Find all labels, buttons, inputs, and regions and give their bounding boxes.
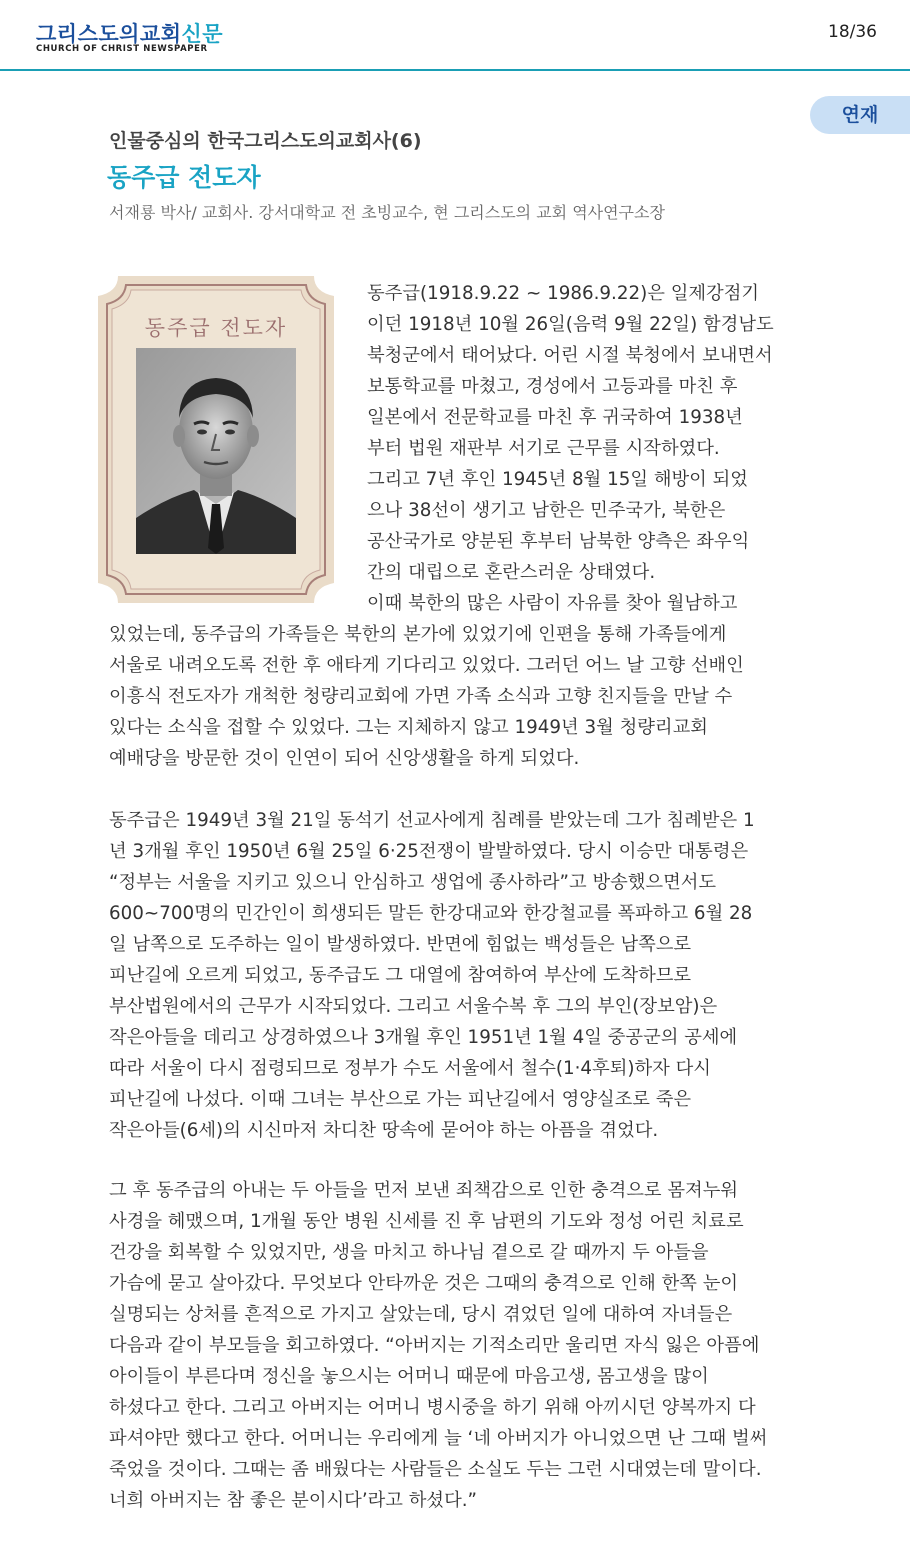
paragraph-3-line: 건강을 회복할 수 있었지만, 생을 마치고 하나님 곁으로 갈 때까지 두 아들을 [109, 1242, 709, 1263]
paragraph-2-line: 년 3개월 후인 1950년 6월 25일 6·25전쟁이 발발하였다. 당시 이승만 대통령은 [109, 841, 749, 862]
wrapped-text-line: 으나 38선이 생기고 남한은 민주국가, 북한은 [367, 500, 726, 521]
article-title: 동주급 전도자 [107, 163, 261, 192]
photo-caption: 동주급 전도자 [144, 316, 288, 340]
wrapped-text-line: 공산국가로 양분된 후부터 남북한 양측은 좌우익 [367, 531, 750, 552]
logo-accent-text: 신문 [181, 22, 224, 46]
paragraph-1-line: 있다는 소식을 접할 수 있었다. 그는 지체하지 않고 1949년 3월 청량리교회 [109, 717, 708, 738]
logo-english: CHURCH OF CHRIST NEWSPAPER [36, 44, 208, 54]
paragraph-2-line: 부산법원에서의 근무가 시작되었다. 그리고 서울수복 후 그의 부인(장보암)은 [109, 996, 718, 1017]
paragraph-2-line: “정부는 서울을 지키고 있으니 안심하고 생업에 종사하라”고 방송했으면서도 [109, 872, 717, 893]
wrapped-text-line: 간의 대립으로 혼란스러운 상태였다. [367, 562, 656, 583]
wrapped-text-line: 북청군에서 태어났다. 어린 시절 북청에서 보내면서 [367, 345, 773, 366]
paragraph-2-line: 일 남쪽으로 도주하는 일이 발생하였다. 반면에 힘없는 백성들은 남쪽으로 [109, 934, 692, 955]
paragraph-3-line: 하셨다고 한다. 그리고 아버지는 어머니 병시중을 하기 위해 아끼시던 양복까지 다 [109, 1397, 756, 1418]
article-byline: 서재룡 박사/ 교회사. 강서대학교 전 초빙교수, 현 그리스도의 교회 역사연구소장 [109, 203, 665, 222]
paragraph-3-line: 그 후 동주급의 아내는 두 아들을 먼저 보낸 죄책감으로 인한 충격으로 몸져누워 [109, 1180, 739, 1201]
wrapped-text-line: 일본에서 전문학교를 마친 후 귀국하여 1938년 [367, 407, 743, 428]
paragraph-1-line: 예배당을 방문한 것이 인연이 되어 신앙생활을 하게 되었다. [109, 748, 580, 769]
wrapped-text-line: 부터 법원 재판부 서기로 근무를 시작하였다. [367, 438, 720, 459]
paragraph-3-line: 아이들이 부른다며 정신을 놓으시는 어머니 때문에 마음고생, 몸고생을 많이 [109, 1366, 709, 1387]
portrait-photo [136, 348, 296, 554]
paragraph-2-line: 동주급은 1949년 3월 21일 동석기 선교사에게 침례를 받았는데 그가 침례받은 1 [109, 810, 755, 831]
wrapped-text-line: 보통학교를 마쳤고, 경성에서 고등과를 마친 후 [367, 376, 738, 397]
paragraph-2-line: 작은아들(6세)의 시신마저 차디찬 땅속에 묻어야 하는 아픔을 겪었다. [109, 1120, 659, 1141]
paragraph-2-line: 작은아들을 데리고 상경하였으나 3개월 후인 1951년 1월 4일 중공군의 공세에 [109, 1027, 738, 1048]
paragraph-1-line: 이흥식 전도자가 개척한 청량리교회에 가면 가족 소식과 고향 친지들을 만날 수 [109, 686, 733, 707]
paragraph-2-line: 피난길에 나섰다. 이때 그녀는 부산으로 가는 피난길에서 영양실조로 죽은 [109, 1089, 692, 1110]
paragraph-3-line: 다음과 같이 부모들을 회고하였다. “아버지는 기적소리만 울리면 자식 잃은 아픔에 [109, 1335, 760, 1356]
paragraph-2-line: 따라 서울이 다시 점령되므로 정부가 수도 서울에서 철수(1·4후퇴)하자 다시 [109, 1058, 711, 1079]
paragraph-2-line: 피난길에 오르게 되었고, 동주급도 그 대열에 참여하여 부산에 도착하므로 [109, 965, 692, 986]
wrapped-text-line: 동주급(1918.9.22 ~ 1986.9.22)은 일제강점기 [367, 283, 760, 304]
paragraph-3-line: 파셔야만 했다고 한다. 어머니는 우리에게 늘 ‘네 아버지가 아니었으면 난 그때 벌써 [109, 1428, 768, 1449]
paragraph-3-line: 사경을 헤맸으며, 1개월 동안 병원 신세를 진 후 남편의 기도와 정성 어린 치료로 [109, 1211, 744, 1232]
wrapped-text-line: 이때 북한의 많은 사람이 자유를 찾아 월남하고 [367, 593, 738, 614]
portrait-frame [98, 276, 334, 603]
paragraph-1-line: 있었는데, 동주급의 가족들은 북한의 본가에 있었기에 인편을 통해 가족들에게 [109, 624, 727, 645]
paragraph-3-line: 너희 아버지는 참 좋은 분이시다’라고 하셨다.” [109, 1490, 478, 1511]
page-number: 18/36 [828, 22, 877, 42]
logo-main-text: 그리스도의교회 [36, 22, 182, 46]
paragraph-3-line: 가슴에 묻고 살아갔다. 무엇보다 안타까운 것은 그때의 충격으로 인해 한쪽 눈이 [109, 1273, 739, 1294]
series-title: 인물중심의 한국그리스도의교회사(6) [109, 130, 422, 152]
wrapped-text-line: 이던 1918년 10월 26일(음력 9월 22일) 함경남도 [367, 314, 774, 335]
paragraph-3-line: 죽었을 것이다. 그때는 좀 배웠다는 사람들은 소실도 두는 그런 시대였는데 말이다. [109, 1459, 762, 1480]
masthead [0, 0, 910, 71]
wrapped-text-line: 그리고 7년 후인 1945년 8월 15일 해방이 되었 [367, 469, 748, 490]
section-tab[interactable]: 연재 [810, 96, 910, 134]
paragraph-3-line: 실명되는 상처를 흔적으로 가지고 살았는데, 당시 겪었던 일에 대하여 자녀들은 [109, 1304, 733, 1325]
paragraph-2-line: 600~700명의 민간인이 희생되든 말든 한강대교와 한강철교를 폭파하고 6월 28 [109, 903, 753, 924]
paragraph-1-line: 서울로 내려오도록 전한 후 애타게 기다리고 있었다. 그러던 어느 날 고향 선배인 [109, 655, 744, 676]
